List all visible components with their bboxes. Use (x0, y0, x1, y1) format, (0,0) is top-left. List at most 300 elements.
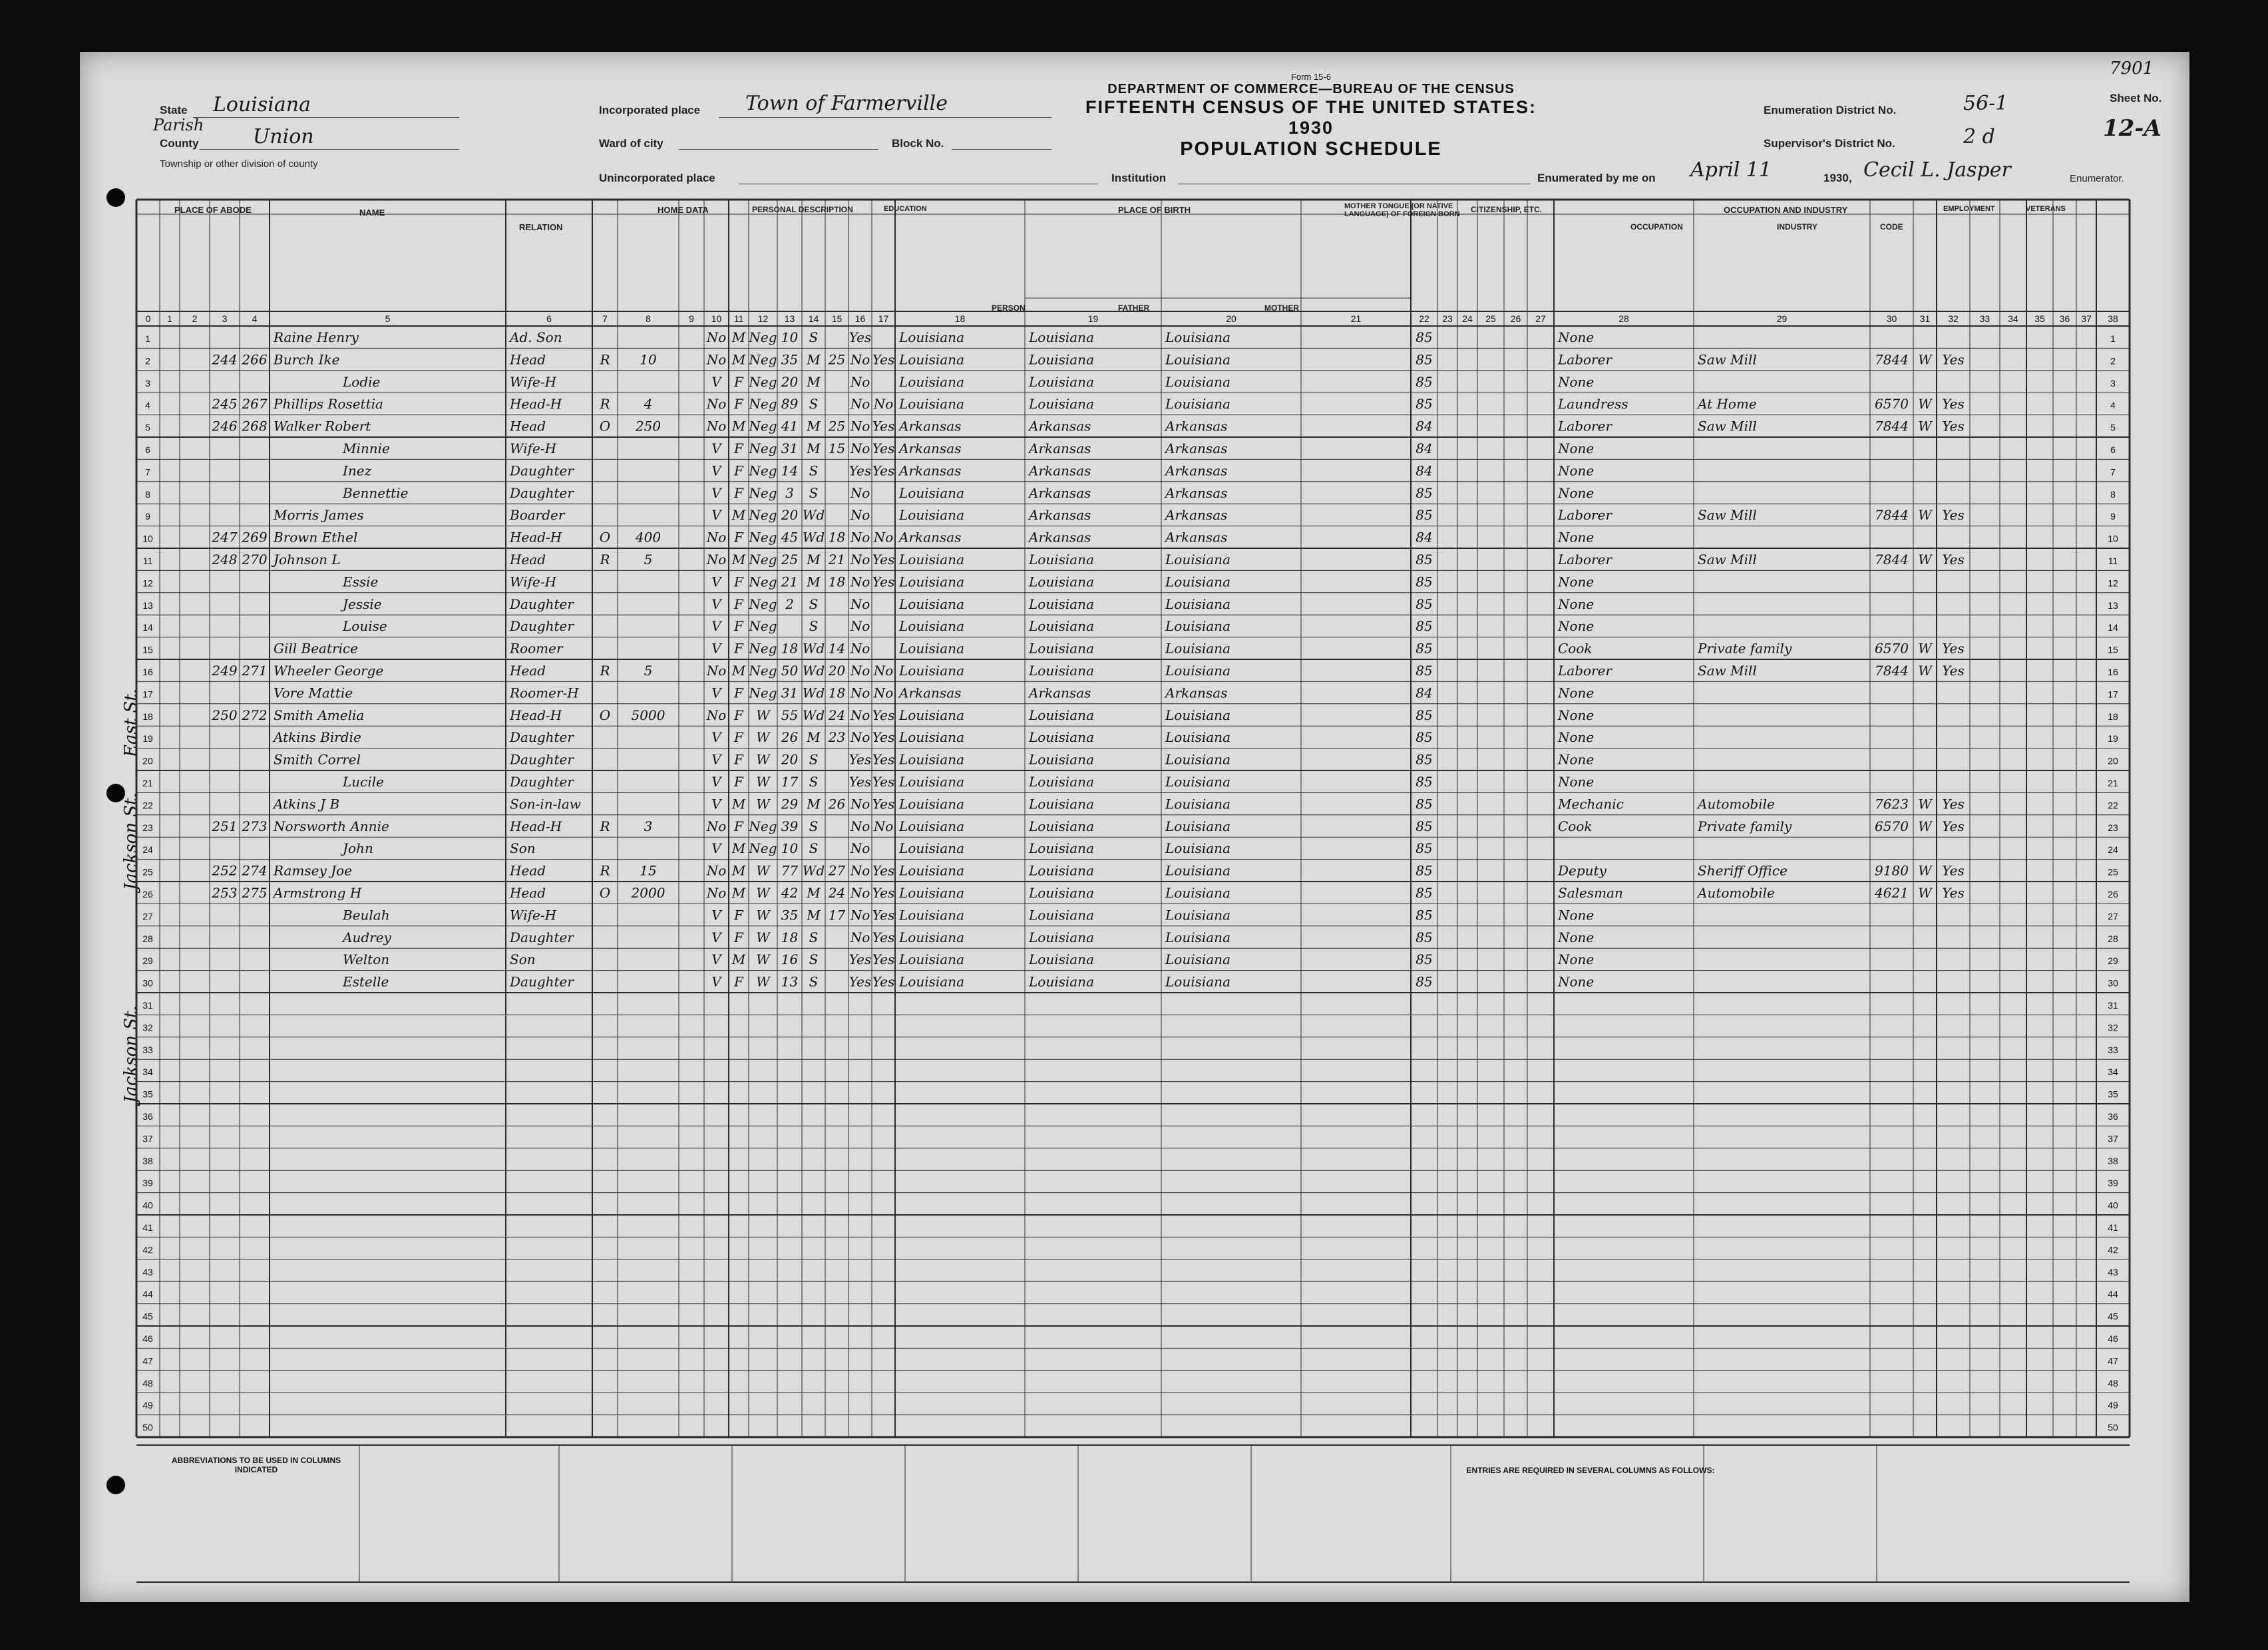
cell-rel: Head (510, 862, 546, 879)
cell-bpm: Louisiana (1165, 396, 1230, 412)
cell-name: Audrey (343, 929, 391, 945)
row-number-right: 33 (2108, 1044, 2118, 1055)
cell-age: 20 (781, 507, 799, 524)
column-number: 12 (757, 313, 769, 324)
cell-name: Gill Beatrice (274, 640, 359, 657)
cell-am: 27 (828, 862, 846, 879)
cell-bp: Arkansas (899, 462, 962, 479)
cell-rel: Head (510, 418, 546, 434)
row-number-left: 38 (142, 1155, 153, 1166)
cell-sch: No (850, 729, 870, 746)
column-number: 6 (546, 313, 552, 324)
cell-bpm: Louisiana (1165, 552, 1230, 568)
cell-farm: No (706, 552, 727, 568)
county-label: County (160, 137, 199, 150)
cell-read: Yes (872, 929, 895, 945)
home-data-heading: HOME DATA (658, 205, 709, 215)
cell-age: 20 (781, 373, 799, 390)
row-number-left: 28 (142, 933, 153, 944)
cell-sch: No (850, 552, 870, 568)
cell-race: W (756, 862, 770, 879)
cell-occ: Laborer (1558, 663, 1612, 679)
cell-cw: W (1918, 796, 1932, 812)
cell-occ: Cook (1558, 640, 1593, 657)
row-number-left: 34 (142, 1067, 153, 1078)
cell-emp: Yes (1942, 818, 1965, 834)
cell-code: 85 (1416, 885, 1433, 902)
cell-val: 4 (644, 396, 653, 412)
row-number-right: 14 (2108, 622, 2118, 633)
column-number: 19 (1087, 313, 1099, 324)
township-label: Township or other division of county (160, 158, 318, 170)
cell-bpf: Arkansas (1029, 507, 1091, 524)
cell-farm: V (711, 640, 721, 657)
cell-race: Neg (749, 440, 777, 457)
row-number-left: 11 (142, 556, 153, 567)
cell-oc: 7844 (1875, 552, 1909, 568)
row-number-right: 12 (2108, 578, 2118, 589)
cell-mar: S (809, 462, 819, 479)
cell-fam: 270 (242, 552, 268, 568)
code-subheading: CODE (1880, 222, 1903, 232)
cell-rel: Boarder (510, 507, 565, 524)
cell-name: Armstrong H (274, 885, 362, 902)
cell-bpf: Arkansas (1029, 440, 1091, 457)
cell-fam: 275 (242, 885, 268, 902)
cell-occ: None (1558, 907, 1595, 923)
cell-sch: No (850, 862, 870, 879)
row-number-left: 31 (142, 1000, 153, 1011)
cell-emp: Yes (1942, 351, 1965, 368)
row-number-right: 36 (2108, 1111, 2118, 1122)
row-number-right: 34 (2108, 1067, 2118, 1078)
cell-rel: Daughter (510, 751, 574, 768)
cell-sch: No (850, 640, 870, 657)
cell-bpm: Louisiana (1165, 329, 1230, 346)
cell-code: 85 (1416, 618, 1433, 635)
cell-bp: Louisiana (899, 351, 964, 368)
cell-occ: Laborer (1558, 418, 1612, 434)
cell-bpf: Louisiana (1029, 885, 1094, 902)
cell-rel: Head (510, 552, 546, 568)
cell-dw: 245 (212, 396, 238, 412)
cell-race: Neg (749, 640, 777, 657)
cell-bpf: Louisiana (1029, 929, 1094, 945)
cell-bp: Louisiana (899, 751, 964, 768)
cell-sex: F (734, 396, 743, 412)
cell-read: No (873, 396, 894, 412)
cell-race: Neg (749, 595, 777, 612)
cell-race: Neg (749, 840, 777, 857)
cell-mar: S (809, 840, 819, 857)
cell-name: Inez (343, 462, 372, 479)
cell-sex: F (734, 751, 743, 768)
row-number-right: 17 (2108, 689, 2118, 700)
cell-code: 85 (1416, 351, 1433, 368)
cell-name: Raine Henry (274, 329, 359, 346)
cell-emp: Yes (1942, 862, 1965, 879)
cell-code: 85 (1416, 574, 1433, 590)
entries-required-title: ENTRIES ARE REQUIRED IN SEVERAL COLUMNS AS FOLLOWS: (1466, 1466, 1715, 1475)
row-number-left: 40 (142, 1200, 153, 1211)
column-number: 26 (1510, 313, 1521, 324)
cell-race: W (756, 929, 770, 945)
cell-rel: Daughter (510, 929, 574, 945)
cell-race: W (756, 951, 770, 968)
cell-bp: Louisiana (899, 574, 964, 590)
cell-bpf: Louisiana (1029, 751, 1094, 768)
row-number-left: 33 (142, 1044, 153, 1055)
row-number-right: 13 (2108, 599, 2118, 611)
cell-age: 29 (781, 796, 799, 812)
cell-ind: Private family (1698, 640, 1792, 657)
incorporated-label: Incorporated place (599, 104, 701, 116)
row-number-right: 23 (2108, 822, 2118, 833)
cell-code: 84 (1416, 462, 1433, 479)
cell-farm: V (711, 907, 721, 923)
cell-dw: 250 (212, 707, 238, 723)
cell-sch: No (850, 618, 870, 635)
cell-rel: Son-in-law (510, 796, 581, 812)
employment-heading: EMPLOYMENT (1943, 205, 1995, 213)
row-number-right: 26 (2108, 889, 2118, 900)
cell-name: Estelle (343, 973, 389, 990)
supervisor-value: 2 d (1963, 125, 1995, 148)
cell-rel: Head (510, 351, 546, 368)
cell-sch: Yes (849, 774, 872, 790)
cell-dw: 251 (212, 818, 238, 834)
cell-rel: Wife-H (510, 373, 557, 390)
row-number-right: 37 (2108, 1133, 2118, 1144)
cell-name: Essie (343, 574, 379, 590)
cell-bpm: Louisiana (1165, 729, 1230, 746)
cell-sex: F (734, 774, 743, 790)
cell-dw: 248 (212, 552, 238, 568)
cell-sex: M (731, 663, 746, 679)
row-number-left: 30 (142, 977, 153, 989)
cell-sex: F (734, 484, 743, 501)
row-number-left: 8 (145, 488, 150, 500)
cell-val: 250 (635, 418, 662, 434)
row-number-left: 24 (142, 844, 153, 856)
cell-sex: M (731, 796, 746, 812)
cell-bpf: Louisiana (1029, 595, 1094, 612)
row-number-left: 35 (142, 1088, 153, 1100)
cell-age: 89 (781, 396, 799, 412)
cell-farm: V (711, 929, 721, 945)
cell-code: 85 (1416, 640, 1433, 657)
cell-occ: Laborer (1558, 351, 1612, 368)
row-number-right: 15 (2108, 644, 2118, 655)
cell-bp: Arkansas (899, 418, 962, 434)
row-number-left: 27 (142, 911, 153, 922)
cell-mar: S (809, 818, 819, 834)
cell-occ: None (1558, 729, 1595, 746)
place-of-abode-heading: PLACE OF ABODE (174, 205, 252, 215)
cell-code: 85 (1416, 907, 1433, 923)
cell-val: 5 (644, 552, 653, 568)
cell-bp: Louisiana (899, 729, 964, 746)
cell-bp: Louisiana (899, 818, 964, 834)
cell-rel: Roomer-H (510, 685, 579, 701)
cell-age: 20 (781, 751, 799, 768)
cell-bpf: Louisiana (1029, 907, 1094, 923)
row-number-left: 9 (145, 511, 150, 522)
abbreviations-title: ABBREVIATIONS TO BE USED IN COLUMNS INDICATED (171, 1456, 341, 1474)
cell-mar: M (807, 373, 821, 390)
cell-sch: No (850, 840, 870, 857)
row-number-left: 21 (142, 778, 153, 789)
cell-bp: Louisiana (899, 951, 964, 968)
cell-bp: Louisiana (899, 507, 964, 524)
row-number-right: 32 (2108, 1022, 2118, 1033)
cell-emp: Yes (1942, 796, 1965, 812)
row-number-right: 21 (2108, 778, 2118, 789)
cell-age: 14 (781, 462, 799, 479)
cell-sex: F (734, 818, 743, 834)
cell-mar: S (809, 929, 819, 945)
cell-bpm: Arkansas (1165, 462, 1228, 479)
cell-am: 26 (828, 796, 846, 812)
cell-mar: M (807, 418, 821, 434)
cell-bpf: Louisiana (1029, 552, 1094, 568)
row-number-right: 49 (2108, 1400, 2118, 1411)
cell-mar: S (809, 951, 819, 968)
cell-cw: W (1918, 507, 1932, 524)
cell-own: R (600, 396, 610, 412)
row-number-right: 41 (2108, 1222, 2118, 1234)
cell-fam: 268 (242, 418, 268, 434)
cell-am: 25 (828, 418, 846, 434)
cell-sch: No (850, 418, 870, 434)
row-number-left: 26 (142, 889, 153, 900)
row-number-left: 4 (145, 400, 150, 411)
cell-am: 21 (828, 552, 846, 568)
cell-code: 85 (1416, 396, 1433, 412)
cell-bp: Louisiana (899, 862, 964, 879)
column-number: 20 (1226, 313, 1236, 324)
row-number-left: 29 (142, 955, 153, 967)
cell-sex: F (734, 907, 743, 923)
cell-farm: V (711, 796, 721, 812)
stamp-number: 7901 (2110, 59, 2154, 79)
cell-read: Yes (872, 973, 895, 990)
cell-bpf: Louisiana (1029, 663, 1094, 679)
cell-cw: W (1918, 396, 1932, 412)
row-number-right: 45 (2108, 1311, 2118, 1322)
cell-rel: Daughter (510, 484, 574, 501)
cell-race: W (756, 729, 770, 746)
industry-subheading: INDUSTRY (1777, 222, 1817, 232)
cell-cw: W (1918, 818, 1932, 834)
cell-code: 85 (1416, 484, 1433, 501)
cell-own: O (599, 529, 611, 546)
state-value: Louisiana (213, 93, 311, 116)
cell-own: R (600, 818, 610, 834)
cell-read: Yes (872, 552, 895, 568)
cell-name: Beulah (343, 907, 390, 923)
cell-read: Yes (872, 885, 895, 902)
cell-age: 31 (781, 685, 799, 701)
cell-bpm: Louisiana (1165, 574, 1230, 590)
cell-bp: Louisiana (899, 552, 964, 568)
row-number-right: 40 (2108, 1200, 2118, 1211)
cell-read: Yes (872, 574, 895, 590)
cell-sex: M (731, 507, 746, 524)
cell-val: 5 (644, 663, 653, 679)
cell-occ: None (1558, 373, 1595, 390)
column-number: 18 (954, 313, 966, 324)
name-heading: NAME (359, 208, 385, 218)
cell-val: 10 (640, 351, 657, 368)
cell-bpf: Louisiana (1029, 796, 1094, 812)
department-title: DEPARTMENT OF COMMERCE—BUREAU OF THE CENSUS (1107, 82, 1515, 96)
cell-name: Ramsey Joe (274, 862, 353, 879)
column-number: 16 (854, 313, 866, 324)
row-number-left: 18 (142, 711, 153, 722)
column-number: 2 (192, 313, 198, 324)
cell-code: 85 (1416, 951, 1433, 968)
cell-age: 35 (781, 351, 799, 368)
cell-occ: None (1558, 440, 1595, 457)
cell-sch: No (850, 574, 870, 590)
cell-fam: 271 (242, 663, 268, 679)
cell-rel: Daughter (510, 462, 574, 479)
row-number-left: 25 (142, 866, 153, 878)
cell-age: 10 (781, 840, 799, 857)
cell-bp: Louisiana (899, 373, 964, 390)
cell-bpf: Louisiana (1029, 973, 1094, 990)
cell-code: 85 (1416, 774, 1433, 790)
cell-bpm: Louisiana (1165, 796, 1230, 812)
cell-race: Neg (749, 552, 777, 568)
row-number-right: 50 (2108, 1422, 2118, 1433)
cell-farm: No (706, 862, 727, 879)
cell-own: R (600, 862, 610, 879)
cell-code: 85 (1416, 751, 1433, 768)
cell-farm: V (711, 507, 721, 524)
cell-sch: No (850, 818, 870, 834)
row-number-right: 44 (2108, 1289, 2118, 1300)
cell-ind: Saw Mill (1698, 507, 1757, 524)
row-number-left: 49 (142, 1400, 153, 1411)
cell-dw: 252 (212, 862, 238, 879)
cell-sex: F (734, 595, 743, 612)
cell-read: Yes (872, 729, 895, 746)
cell-sch: No (850, 484, 870, 501)
row-number-left: 6 (145, 444, 150, 456)
cell-rel: Daughter (510, 595, 574, 612)
cell-own: R (600, 663, 610, 679)
cell-bpm: Louisiana (1165, 885, 1230, 902)
incorporated-value: Town of Farmerville (745, 92, 948, 115)
cell-dw: 249 (212, 663, 238, 679)
cell-farm: V (711, 973, 721, 990)
row-number-right: 3 (2110, 377, 2116, 389)
cell-sch: No (850, 595, 870, 612)
enumerator-label: Enumerator. (2070, 173, 2124, 184)
enum-district-value: 56-1 (1963, 92, 2008, 115)
cell-bpm: Louisiana (1165, 640, 1230, 657)
cell-bpf: Arkansas (1029, 685, 1091, 701)
cell-bpf: Arkansas (1029, 418, 1091, 434)
cell-race: W (756, 907, 770, 923)
cell-read: No (873, 529, 894, 546)
cell-oc: 7844 (1875, 507, 1909, 524)
cell-age: 77 (781, 862, 799, 879)
cell-own: O (599, 418, 611, 434)
cell-oc: 9180 (1875, 862, 1909, 879)
cell-farm: No (706, 818, 727, 834)
cell-age: 39 (781, 818, 799, 834)
county-value: Union (253, 125, 314, 148)
row-number-right: 35 (2108, 1088, 2118, 1100)
cell-cw: W (1918, 663, 1932, 679)
cell-rel: Wife-H (510, 440, 557, 457)
cell-bpm: Louisiana (1165, 373, 1230, 390)
row-number-left: 44 (142, 1289, 153, 1300)
cell-farm: V (711, 440, 721, 457)
cell-bpm: Louisiana (1165, 618, 1230, 635)
row-number-left: 2 (145, 355, 150, 367)
cell-mar: M (807, 351, 821, 368)
cell-emp: Yes (1942, 885, 1965, 902)
cell-mar: S (809, 329, 819, 346)
cell-bpf: Arkansas (1029, 529, 1091, 546)
cell-code: 85 (1416, 595, 1433, 612)
cell-sex: F (734, 640, 743, 657)
year-text: 1930, (1823, 172, 1852, 184)
cell-ind: Private family (1698, 818, 1792, 834)
cell-am: 18 (828, 574, 846, 590)
cell-age: 17 (781, 774, 799, 790)
cell-code: 84 (1416, 685, 1433, 701)
cell-sex: M (731, 329, 746, 346)
column-number: 22 (1419, 313, 1429, 324)
cell-dw: 247 (212, 529, 238, 546)
cell-read: No (873, 685, 894, 701)
column-number: 25 (1485, 313, 1496, 324)
cell-race: Neg (749, 574, 777, 590)
cell-sch: Yes (849, 329, 872, 346)
cell-race: Neg (749, 685, 777, 701)
cell-occ: None (1558, 685, 1595, 701)
cell-bp: Arkansas (899, 685, 962, 701)
cell-mar: M (807, 885, 821, 902)
cell-race: Neg (749, 329, 777, 346)
cell-am: 18 (828, 685, 846, 701)
cell-farm: V (711, 373, 721, 390)
column-number: 30 (1886, 313, 1897, 324)
cell-farm: No (706, 707, 727, 723)
cell-sex: F (734, 574, 743, 590)
cell-read: Yes (872, 951, 895, 968)
cell-bpm: Louisiana (1165, 907, 1230, 923)
cell-rel: Head-H (510, 529, 562, 546)
cell-am: 20 (828, 663, 846, 679)
cell-occ: None (1558, 929, 1595, 945)
cell-sex: F (734, 529, 743, 546)
cell-occ: None (1558, 618, 1595, 635)
cell-cw: W (1918, 552, 1932, 568)
cell-bp: Louisiana (899, 484, 964, 501)
cell-cw: W (1918, 885, 1932, 902)
cell-race: Neg (749, 818, 777, 834)
sheet-value: 12-A (2103, 115, 2162, 142)
cell-oc: 6570 (1875, 640, 1909, 657)
cell-name: Morris James (274, 507, 364, 524)
cell-fam: 273 (242, 818, 268, 834)
